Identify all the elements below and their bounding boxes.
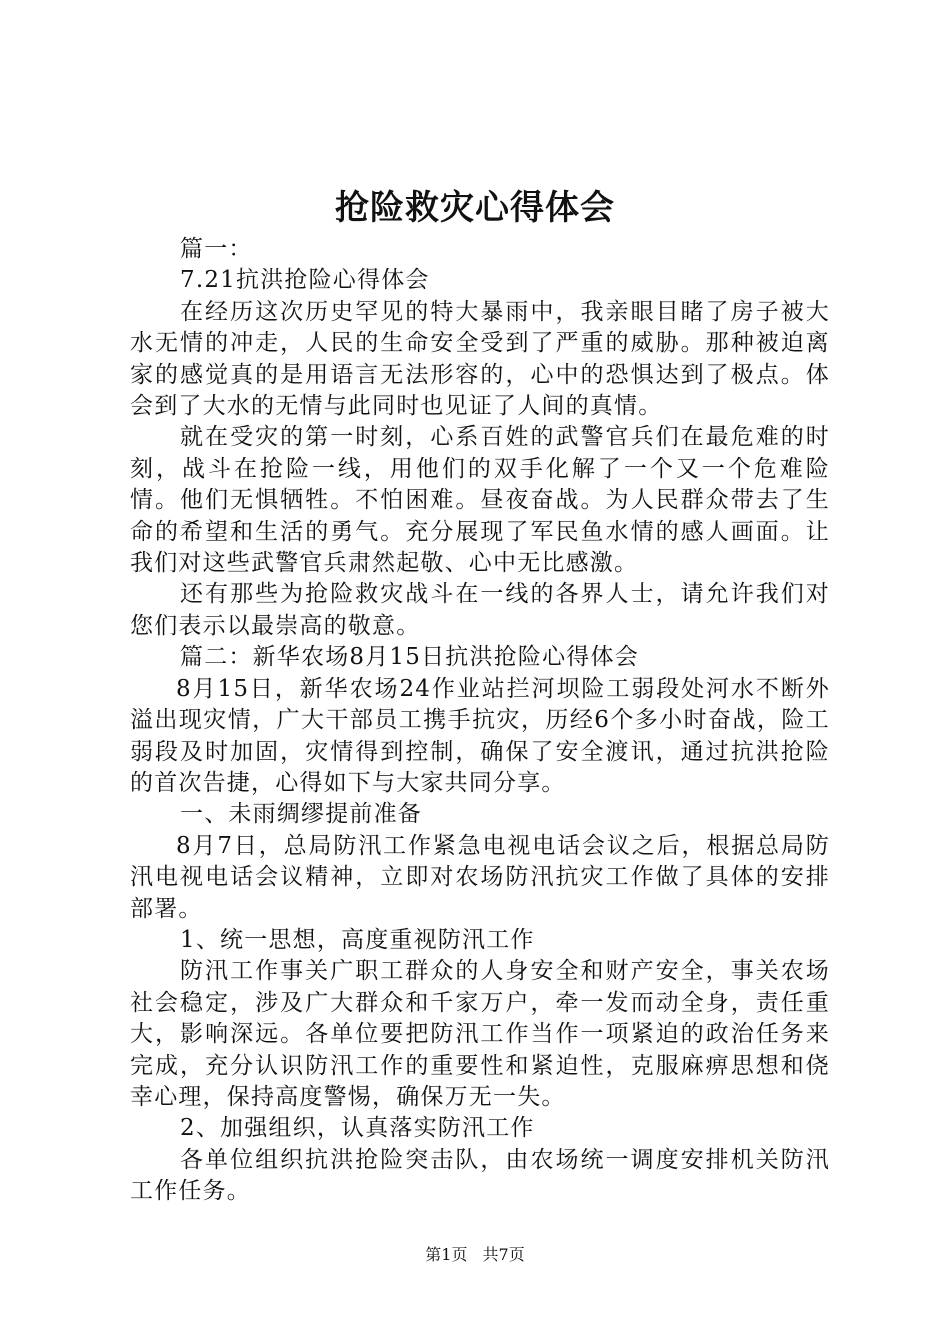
section-heading: 一、未雨绸缪提前准备 <box>180 801 422 828</box>
body-paragraph: 8月7日，总局防汛工作紧急电视电话会议之后，根据总局防汛电视电话会议精神，立即对农场防汛抗灾工作做了具体的安排部署。 <box>130 832 830 922</box>
body-paragraph: 8月15日，新华农场24作业站拦河坝险工弱段处河水不断外溢出现灾情，广大干部员工携手抗灾，历经6个多小时奋战，险工弱段及时加固，灾情得到控制，确保了安全渡讯，通过抗洪抢险的首次告捷，心得如下与大家共同分享。 <box>130 675 830 796</box>
body-paragraph: 在经历这次历史罕见的特大暴雨中，我亲眼目睹了房子被大水无情的冲走，人民的生命安全受到了严重的威胁。那种被迫离家的感觉真的是用语言无法形容的，心中的恐惧达到了极点。体会到了大水的无情与此同时也见证了人间的真情。 <box>130 298 830 420</box>
section-label: 篇一： <box>180 236 253 262</box>
page-footer <box>0 1243 950 1267</box>
page-total: 共7页 <box>482 1245 525 1264</box>
body-paragraph: 还有那些为抢险救灾战斗在一线的各界人士，请允许我们对您们表示以最崇高的敬意。 <box>130 581 830 639</box>
section-subtitle: 7.21抗洪抢险心得体会 <box>180 267 430 294</box>
body-paragraph: 各单位组织抗洪抢险突击队，由农场统一调度安排机关防汛工作任务。 <box>130 1146 830 1205</box>
document-title: 抢险救灾心得体会 <box>335 188 615 228</box>
section-heading: 1、统一思想，高度重视防汛工作 <box>180 926 535 953</box>
document-body <box>130 234 830 1208</box>
section-label: 篇二：新华农场8月15日抗洪抢险心得体会 <box>180 644 639 671</box>
page-number: 第1页 <box>425 1245 468 1264</box>
body-paragraph: 就在受灾的第一时刻，心系百姓的武警官兵们在最危难的时刻，战斗在抢险一线，用他们的双手化解了一个又一个危难险情。他们无惧牺牲。不怕困难。昼夜奋战。为人民群众带去了生命的希望和生活的勇气。充分展现了军民鱼水情的感人画面。让我们对这些武警官兵肃然起敬、心中无比感激。 <box>130 424 830 577</box>
section-heading: 2、加强组织，认真落实防汛工作 <box>180 1115 535 1142</box>
body-paragraph: 防汛工作事关广职工群众的人身安全和财产安全，事关农场社会稳定，涉及广大群众和千家万户，牵一发而动全身，责任重大，影响深远。各单位要把防汛工作当作一项紧迫的政治任务来完成，充分认识防汛工作的重要性和紧迫性，克服麻痹思想和侥幸心理，保持高度警惕，确保万无一失。 <box>130 958 830 1110</box>
